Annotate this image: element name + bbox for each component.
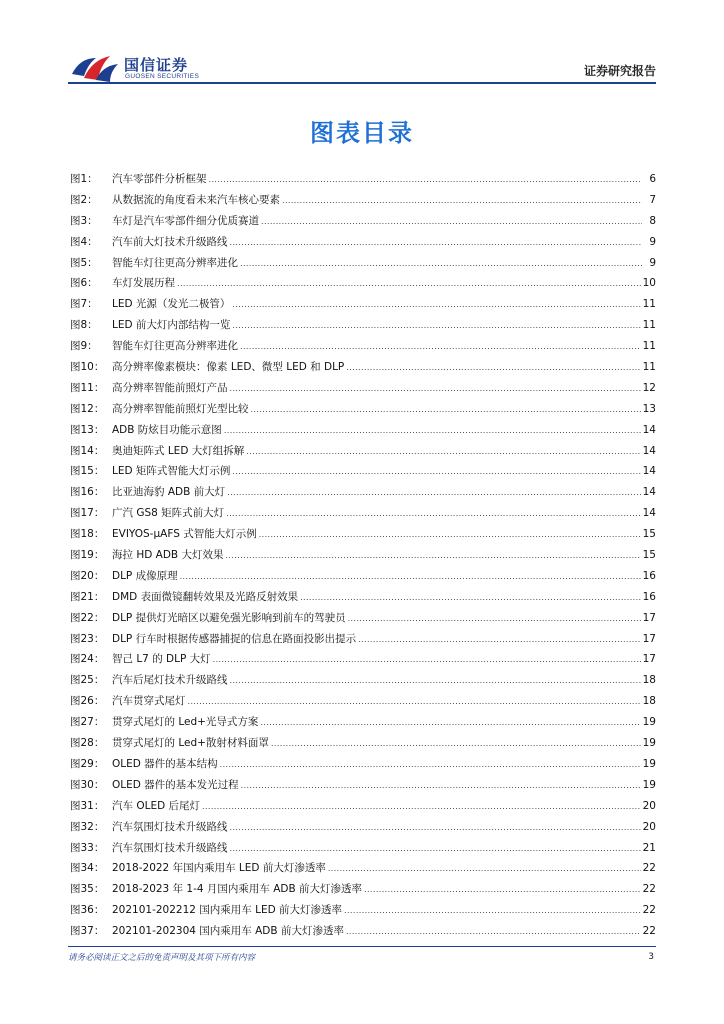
toc-page-number: 14 — [642, 507, 656, 520]
page-header — [0, 0, 724, 90]
toc-page-number: 14 — [642, 465, 656, 478]
toc-figure-number: 图3： — [70, 214, 98, 227]
toc-entry[interactable] — [70, 482, 656, 503]
toc-page-number: 17 — [642, 653, 656, 666]
toc-figure-number: 图17： — [70, 507, 105, 520]
toc-entry[interactable] — [70, 649, 656, 670]
toc-entry[interactable] — [70, 775, 656, 796]
toc-figure-title: 汽车零部件分析框架 — [112, 173, 207, 185]
toc-figure-title: 车灯发展历程 — [112, 277, 175, 290]
toc-entry[interactable] — [70, 545, 656, 566]
toc-page-number: 18 — [642, 695, 656, 708]
toc-entry[interactable] — [70, 712, 656, 733]
toc-dot-leader — [230, 379, 641, 400]
toc-dot-leader — [241, 776, 641, 797]
toc-dot-leader — [246, 442, 640, 463]
toc-dot-leader — [230, 839, 641, 860]
toc-entry[interactable] — [70, 587, 656, 608]
toc-page-number: 14 — [642, 444, 656, 457]
toc-figure-title: 智己 L7 的 DLP 大灯 — [112, 653, 211, 666]
toc-dot-leader — [282, 191, 642, 212]
toc-dot-leader — [300, 588, 641, 609]
toc-figure-number: 图16： — [70, 486, 105, 499]
toc-dot-leader — [344, 901, 641, 922]
toc-dot-leader — [232, 462, 640, 483]
toc-figure-number: 图36： — [70, 904, 105, 917]
toc-figure-title: 智能车灯往更高分辨率进化 — [112, 256, 238, 269]
toc-page-number: 7 — [649, 193, 656, 206]
toc-figure-title: DLP 成像原理 — [112, 569, 178, 582]
toc-figure-number: 图23： — [70, 632, 105, 645]
toc-dot-leader — [232, 316, 640, 337]
toc-entry[interactable] — [70, 273, 656, 294]
toc-figure-title: 海拉 HD ADB 大灯效果 — [112, 549, 224, 562]
toc-figure-number: 图11： — [70, 381, 105, 394]
toc-entry[interactable] — [70, 754, 656, 775]
toc-dot-leader — [202, 797, 641, 818]
toc-figure-number: 图19： — [70, 549, 105, 562]
toc-page-number: 20 — [642, 799, 656, 812]
toc-entry[interactable] — [70, 253, 656, 274]
toc-dot-leader — [346, 922, 641, 943]
toc-figure-title: 贯穿式尾灯的 Led+光导式方案 — [112, 716, 259, 729]
toc-entry[interactable] — [70, 441, 656, 462]
toc-figure-title: DMD 表面微镜翻转效果及光路反射效果 — [112, 590, 299, 603]
toc-figure-number: 图13： — [70, 423, 105, 436]
toc-dot-leader — [346, 358, 640, 379]
toc-figure-number: 图27： — [70, 716, 105, 729]
toc-page-number: 14 — [642, 486, 656, 499]
footer-disclaimer: 请务必阅读正文之后的免责声明及其项下所有内容 — [68, 953, 256, 963]
toc-page-number: 15 — [642, 528, 656, 541]
toc-entry[interactable] — [70, 315, 656, 336]
toc-page-number: 11 — [642, 340, 656, 353]
toc-page-number: 22 — [642, 904, 656, 917]
toc-page-number: 19 — [642, 737, 656, 750]
toc-page-number: 13 — [642, 402, 656, 415]
toc-entry[interactable] — [70, 503, 656, 524]
toc-figure-number: 图8： — [70, 319, 98, 332]
toc-page-number: 21 — [642, 841, 656, 854]
toc-figure-number: 图31： — [70, 799, 105, 812]
toc-figure-title: 2018-2022 年国内乘用车 LED 前大灯渗透率 — [112, 862, 326, 875]
toc-entry[interactable] — [70, 796, 656, 817]
toc-entry[interactable] — [70, 294, 656, 315]
toc-figure-title: 汽车贯穿式尾灯 — [112, 695, 186, 708]
toc-figure-title: DLP 提供灯光暗区以避免强光影响到前车的驾驶员 — [112, 611, 346, 624]
toc-entry[interactable] — [70, 838, 656, 859]
toc-figure-number: 图7： — [70, 298, 98, 311]
toc-dot-leader — [220, 755, 641, 776]
toc-page-number: 14 — [642, 423, 656, 436]
toc-entry[interactable] — [70, 670, 656, 691]
toc-dot-leader — [209, 170, 643, 191]
toc-figure-number: 图26： — [70, 695, 105, 708]
toc-dot-leader — [240, 254, 642, 275]
toc-figure-title: ADB 防炫目功能示意图 — [112, 423, 222, 436]
toc-page-number: 17 — [642, 611, 656, 624]
toc-entry[interactable] — [70, 399, 656, 420]
toc-figure-title: OLED 器件的基本结构 — [112, 757, 218, 770]
page-number: 3 — [648, 952, 654, 962]
toc-entry[interactable] — [70, 211, 656, 232]
toc-figure-title: 202101-202304 国内乘用车 ADB 前大灯渗透率 — [112, 925, 344, 938]
toc-page-number: 16 — [642, 590, 656, 603]
toc-entry[interactable] — [70, 420, 656, 441]
toc-entry[interactable] — [70, 461, 656, 482]
toc-figure-number: 图28： — [70, 737, 105, 750]
page-title: 图表目录 — [310, 119, 414, 147]
toc-entry[interactable] — [70, 357, 656, 378]
toc-entry[interactable] — [70, 691, 656, 712]
toc-page-number: 18 — [642, 674, 656, 687]
toc-figure-title: LED 光源（发光二极管） — [112, 298, 231, 311]
toc-figure-title: 奥迪矩阵式 LED 大灯组拆解 — [112, 444, 245, 457]
toc-page-number: 11 — [642, 319, 656, 332]
toc-figure-number: 图24： — [70, 653, 105, 666]
toc-figure-title: 贯穿式尾灯的 Led+散射材料面罩 — [112, 737, 269, 750]
toc-figure-number: 图35： — [70, 883, 105, 896]
toc-figure-title: LED 矩阵式智能大灯示例 — [112, 465, 231, 478]
toc-figure-title: 广汽 GS8 矩阵式前大灯 — [112, 507, 225, 520]
toc-figure-title: 汽车氛围灯技术升级路线 — [112, 841, 228, 854]
guosen-logo — [70, 52, 230, 86]
report-type-label: 证券研究报告 — [583, 64, 656, 78]
toc-figure-title: 智能车灯往更高分辨率进化 — [112, 340, 238, 353]
toc-figure-number: 图34： — [70, 862, 105, 875]
toc-figure-number: 图22： — [70, 611, 105, 624]
toc-page-number: 22 — [642, 862, 656, 875]
toc-entry[interactable] — [70, 566, 656, 587]
toc-figure-number: 图20： — [70, 569, 105, 582]
toc-dot-leader — [188, 692, 641, 713]
header-divider — [68, 82, 656, 84]
toc-figure-number: 图4： — [70, 235, 98, 248]
toc-figure-title: OLED 器件的基本发光过程 — [112, 778, 239, 791]
toc-entry[interactable] — [70, 629, 656, 650]
toc-page-number: 11 — [642, 298, 656, 311]
toc-figure-number: 图18： — [70, 528, 105, 541]
toc-figure-title: 汽车后尾灯技术升级路线 — [112, 674, 228, 687]
toc-page-number: 8 — [649, 214, 656, 227]
toc-dot-leader — [213, 650, 641, 671]
toc-figure-title: 2018-2023 年 1-4 月国内乘用车 ADB 前大灯渗透率 — [112, 883, 363, 896]
toc-dot-leader — [259, 525, 641, 546]
toc-figure-number: 图12： — [70, 402, 105, 415]
toc-figure-title: 高分辨率像素模块：像素 LED、微型 LED 和 DLP — [112, 361, 345, 374]
toc-entry[interactable] — [70, 336, 656, 357]
toc-figure-number: 图14： — [70, 444, 105, 457]
toc-figure-title: 高分辨率智能前照灯光型比较 — [112, 402, 249, 415]
toc-entry[interactable] — [70, 169, 656, 190]
toc-entry[interactable] — [70, 921, 656, 942]
toc-figure-number: 图2： — [70, 193, 98, 206]
toc-entry[interactable] — [70, 879, 656, 900]
toc-entry[interactable] — [70, 733, 656, 754]
toc-page-number: 6 — [649, 173, 656, 185]
toc-figure-title: 汽车前大灯技术升级路线 — [112, 235, 228, 248]
toc-figure-title: DLP 行车时根据传感器捕捉的信息在路面投影出提示 — [112, 632, 357, 645]
toc-dot-leader — [251, 400, 641, 421]
toc-entry[interactable] — [70, 858, 656, 879]
toc-entry[interactable] — [70, 900, 656, 921]
toc-figure-number: 图33： — [70, 841, 105, 854]
logo-english-name: GUOSEN SECURITIES — [125, 73, 200, 80]
toc-page-number: 9 — [649, 235, 656, 248]
toc-entry[interactable] — [70, 232, 656, 253]
toc-figure-title: 比亚迪海豹 ADB 前大灯 — [112, 486, 226, 499]
toc-figure-title: 汽车氛围灯技术升级路线 — [112, 820, 228, 833]
toc-page-number: 11 — [642, 361, 656, 374]
toc-figure-title: 202101-202212 国内乘用车 LED 前大灯渗透率 — [112, 904, 343, 917]
toc-dot-leader — [225, 546, 640, 567]
toc-figure-number: 图25： — [70, 674, 105, 687]
logo-chinese-name: 国信证券 — [124, 56, 189, 74]
toc-entry[interactable] — [70, 524, 656, 545]
toc-entry[interactable] — [70, 190, 656, 211]
toc-dot-leader — [364, 880, 641, 901]
toc-figure-number: 图10： — [70, 361, 105, 374]
toc-figure-title: LED 前大灯内部结构一览 — [112, 319, 231, 332]
toc-dot-leader — [348, 609, 641, 630]
toc-dot-leader — [232, 295, 640, 316]
toc-dot-leader — [224, 421, 641, 442]
toc-figure-title: 从数据流的角度看未来汽车核心要素 — [112, 193, 280, 206]
toc-figure-number: 图9： — [70, 340, 98, 353]
toc-dot-leader — [180, 567, 641, 588]
toc-page-number: 12 — [642, 381, 656, 394]
toc-figure-title: 车灯是汽车零部件细分优质赛道 — [112, 214, 259, 227]
toc-figure-title: EVIYOS-μAFS 式智能大灯示例 — [112, 528, 257, 541]
toc-dot-leader — [230, 233, 643, 254]
guosen-logo-mark-icon — [70, 52, 120, 84]
toc-figure-number: 图6： — [70, 277, 98, 290]
footer-divider — [68, 946, 656, 947]
toc-page-number: 22 — [642, 925, 656, 938]
toc-dot-leader — [177, 274, 641, 295]
toc-entry[interactable] — [70, 378, 656, 399]
toc-figure-number: 图37： — [70, 925, 105, 938]
toc-figure-number: 图5： — [70, 256, 98, 269]
toc-page-number: 19 — [642, 716, 656, 729]
toc-dot-leader — [271, 734, 641, 755]
toc-figure-number: 图29： — [70, 757, 105, 770]
toc-page-number: 17 — [642, 632, 656, 645]
toc-figure-number: 图30： — [70, 778, 105, 791]
toc-dot-leader — [358, 630, 641, 651]
toc-entry[interactable] — [70, 817, 656, 838]
toc-page-number: 19 — [642, 757, 656, 770]
figure-list — [70, 169, 656, 942]
toc-figure-number: 图32： — [70, 820, 105, 833]
toc-figure-number: 图21： — [70, 590, 105, 603]
toc-page-number: 9 — [649, 256, 656, 269]
toc-page-number: 19 — [642, 778, 656, 791]
toc-figure-number: 图15： — [70, 465, 105, 478]
toc-dot-leader — [260, 713, 640, 734]
toc-dot-leader — [328, 859, 641, 880]
toc-page-number: 15 — [642, 549, 656, 562]
toc-page-number: 16 — [642, 569, 656, 582]
toc-dot-leader — [261, 212, 642, 233]
toc-dot-leader — [226, 504, 640, 525]
toc-entry[interactable] — [70, 608, 656, 629]
toc-figure-title: 汽车 OLED 后尾灯 — [112, 799, 201, 812]
toc-dot-leader — [230, 818, 641, 839]
toc-figure-number: 图1： — [70, 173, 98, 185]
toc-figure-title: 高分辨率智能前照灯产品 — [112, 381, 228, 394]
toc-page-number: 20 — [642, 820, 656, 833]
toc-dot-leader — [227, 483, 640, 504]
toc-page-number: 22 — [642, 883, 656, 896]
toc-dot-leader — [230, 671, 641, 692]
toc-page-number: 10 — [642, 277, 656, 290]
toc-dot-leader — [240, 337, 641, 358]
